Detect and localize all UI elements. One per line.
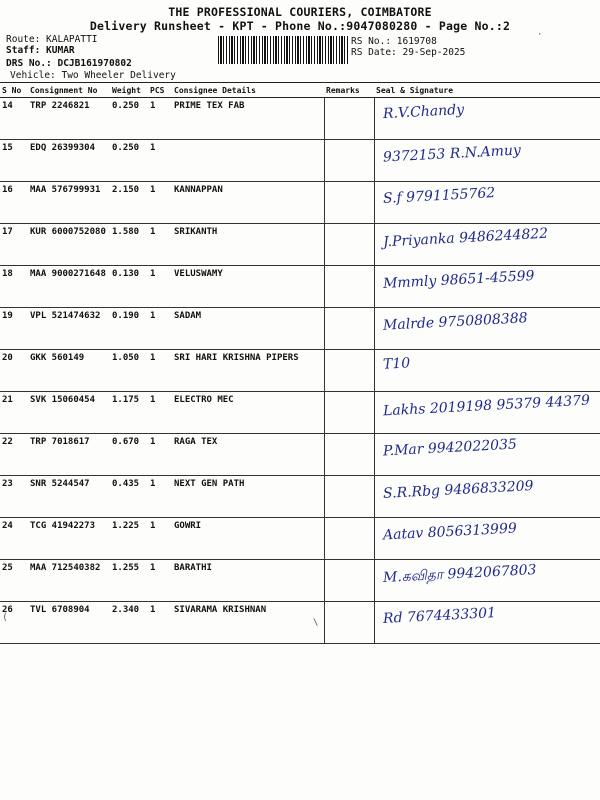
col-consignee: Consignee Details bbox=[172, 83, 324, 98]
handwritten-signature: Mmmly 98651-45599 bbox=[382, 268, 535, 292]
row-consignment-no: VPL 521474632 bbox=[28, 308, 110, 350]
table-row bbox=[0, 224, 600, 266]
row-signature bbox=[374, 140, 600, 182]
row-consignment-no: MAA 712540382 bbox=[28, 560, 110, 602]
row-consignment-no: TRP 2246821 bbox=[28, 98, 110, 140]
row-signature bbox=[374, 476, 600, 518]
row-consignee: ELECTRO MEC bbox=[172, 392, 324, 434]
row-signature bbox=[374, 392, 600, 434]
row-consignee: VELUSWAMY bbox=[172, 266, 324, 308]
row-pcs: 1 bbox=[148, 476, 172, 518]
row-sno: 18 bbox=[0, 266, 28, 308]
col-pcs: PCS bbox=[148, 83, 172, 98]
row-consignee: SRI HARI KRISHNA PIPERS bbox=[172, 350, 324, 392]
table-row bbox=[0, 98, 600, 140]
row-consignee: SIVARAMA KRISHNAN bbox=[172, 602, 324, 644]
row-signature bbox=[374, 560, 600, 602]
row-remarks bbox=[324, 182, 374, 224]
row-weight: 2.340 bbox=[110, 602, 148, 644]
row-consignee bbox=[172, 140, 324, 182]
row-consignment-no: SVK 15060454 bbox=[28, 392, 110, 434]
row-consignment-no: MAA 576799931 bbox=[28, 182, 110, 224]
row-consignment-no: EDQ 26399304 bbox=[28, 140, 110, 182]
handwritten-signature: J.Priyanka 9486244822 bbox=[382, 225, 549, 251]
row-pcs: 1 bbox=[148, 140, 172, 182]
handwritten-signature: P.Mar 9942022035 bbox=[382, 436, 517, 460]
handwritten-signature: S.R.Rbg 9486833209 bbox=[382, 478, 534, 502]
row-pcs: 1 bbox=[148, 266, 172, 308]
row-sno: 19 bbox=[0, 308, 28, 350]
handwritten-signature: S.f 9791155762 bbox=[382, 185, 496, 207]
row-signature bbox=[374, 266, 600, 308]
bottom-tick: \ bbox=[313, 618, 319, 628]
rs-number: RS No.: 1619708 bbox=[351, 36, 437, 47]
barcode bbox=[218, 36, 348, 64]
row-pcs: 1 bbox=[148, 182, 172, 224]
row-weight: 0.670 bbox=[110, 434, 148, 476]
rs-date: RS Date: 29-Sep-2025 bbox=[351, 47, 466, 58]
row-signature bbox=[374, 602, 600, 644]
row-weight: 1.225 bbox=[110, 518, 148, 560]
handwritten-signature: Rd 7674433301 bbox=[382, 605, 496, 627]
col-seal-signature: Seal & Signature bbox=[374, 83, 600, 98]
row-remarks bbox=[324, 476, 374, 518]
vehicle-label: Vehicle: Two Wheeler Delivery bbox=[10, 70, 176, 81]
handwritten-signature: T10 bbox=[382, 355, 411, 373]
row-signature bbox=[374, 224, 600, 266]
row-remarks bbox=[324, 602, 374, 644]
row-pcs: 1 bbox=[148, 392, 172, 434]
row-weight: 0.190 bbox=[110, 308, 148, 350]
col-weight: Weight bbox=[110, 83, 148, 98]
bottom-paren: ( bbox=[2, 612, 9, 623]
table-header-row bbox=[0, 83, 600, 98]
route-label: Route: KALAPATTI bbox=[6, 34, 98, 45]
table-row bbox=[0, 392, 600, 434]
row-remarks bbox=[324, 224, 374, 266]
row-consignment-no: MAA 9000271648 bbox=[28, 266, 110, 308]
handwritten-signature: M.கவிதா 9942067803 bbox=[382, 561, 537, 587]
handwritten-signature: Malrde 9750808388 bbox=[382, 310, 528, 334]
table-row bbox=[0, 350, 600, 392]
staff-label: Staff: KUMAR bbox=[6, 45, 75, 56]
row-sno: 24 bbox=[0, 518, 28, 560]
handwritten-signature: Aatav 8056313999 bbox=[382, 520, 517, 544]
row-weight: 1.580 bbox=[110, 224, 148, 266]
row-consignment-no: TRP 7018617 bbox=[28, 434, 110, 476]
handwritten-signature: R.V.Chandy bbox=[382, 101, 464, 123]
runsheet-title: Delivery Runsheet - KPT - Phone No.:9047080280 - Page No.:2 bbox=[89, 19, 511, 33]
table-row bbox=[0, 266, 600, 308]
row-signature bbox=[374, 182, 600, 224]
col-consignment: Consignment No bbox=[28, 83, 110, 98]
row-consignee: SADAM bbox=[172, 308, 324, 350]
row-pcs: 1 bbox=[148, 224, 172, 266]
row-remarks bbox=[324, 350, 374, 392]
row-consignment-no: TCG 41942273 bbox=[28, 518, 110, 560]
row-weight: 2.150 bbox=[110, 182, 148, 224]
row-consignee: KANNAPPAN bbox=[172, 182, 324, 224]
handwritten-signature: Lakhs 2019198 95379 44379 bbox=[382, 392, 590, 420]
table-row bbox=[0, 182, 600, 224]
row-remarks bbox=[324, 308, 374, 350]
row-signature bbox=[374, 350, 600, 392]
col-sno: S No bbox=[0, 83, 28, 98]
row-pcs: 1 bbox=[148, 518, 172, 560]
row-weight: 0.250 bbox=[110, 140, 148, 182]
handwritten-signature: 9372153 R.N.Amuy bbox=[382, 142, 521, 166]
row-sno: 14 bbox=[0, 98, 28, 140]
row-weight: 0.250 bbox=[110, 98, 148, 140]
row-consignee: BARATHI bbox=[172, 560, 324, 602]
row-sno: 26 bbox=[0, 602, 28, 644]
row-remarks bbox=[324, 560, 374, 602]
row-consignment-no: TVL 6708904 bbox=[28, 602, 110, 644]
row-consignee: NEXT GEN PATH bbox=[172, 476, 324, 518]
row-pcs: 1 bbox=[148, 434, 172, 476]
row-consignee: RAGA TEX bbox=[172, 434, 324, 476]
row-pcs: 1 bbox=[148, 308, 172, 350]
row-sno: 16 bbox=[0, 182, 28, 224]
row-remarks bbox=[324, 98, 374, 140]
row-weight: 1.050 bbox=[110, 350, 148, 392]
row-signature bbox=[374, 98, 600, 140]
table-row bbox=[0, 602, 600, 644]
row-remarks bbox=[324, 140, 374, 182]
corner-mark: · bbox=[537, 30, 543, 40]
row-remarks bbox=[324, 266, 374, 308]
row-signature bbox=[374, 518, 600, 560]
row-sno: 20 bbox=[0, 350, 28, 392]
row-pcs: 1 bbox=[148, 560, 172, 602]
row-sno: 22 bbox=[0, 434, 28, 476]
row-weight: 1.255 bbox=[110, 560, 148, 602]
row-consignee: SRIKANTH bbox=[172, 224, 324, 266]
row-remarks bbox=[324, 518, 374, 560]
row-consignment-no: GKK 560149 bbox=[28, 350, 110, 392]
row-remarks bbox=[324, 392, 374, 434]
row-sno: 17 bbox=[0, 224, 28, 266]
row-sno: 25 bbox=[0, 560, 28, 602]
row-consignee: PRIME TEX FAB bbox=[172, 98, 324, 140]
row-pcs: 1 bbox=[148, 350, 172, 392]
row-remarks bbox=[324, 434, 374, 476]
drs-label: DRS No.: DCJB161970802 bbox=[6, 58, 132, 69]
row-weight: 1.175 bbox=[110, 392, 148, 434]
table-row bbox=[0, 308, 600, 350]
row-weight: 0.130 bbox=[110, 266, 148, 308]
row-weight: 0.435 bbox=[110, 476, 148, 518]
row-pcs: 1 bbox=[148, 602, 172, 644]
row-signature bbox=[374, 308, 600, 350]
row-pcs: 1 bbox=[148, 98, 172, 140]
table-row bbox=[0, 560, 600, 602]
row-sno: 21 bbox=[0, 392, 28, 434]
runsheet-table bbox=[0, 82, 600, 644]
row-consignment-no: SNR 5244547 bbox=[28, 476, 110, 518]
row-consignee: GOWRI bbox=[172, 518, 324, 560]
table-row bbox=[0, 140, 600, 182]
company-title: THE PROFESSIONAL COURIERS, COIMBATORE bbox=[168, 5, 432, 19]
row-sno: 23 bbox=[0, 476, 28, 518]
row-signature bbox=[374, 434, 600, 476]
col-remarks: Remarks bbox=[324, 83, 374, 98]
row-consignment-no: KUR 6000752080 bbox=[28, 224, 110, 266]
row-sno: 15 bbox=[0, 140, 28, 182]
table-row bbox=[0, 434, 600, 476]
table-row bbox=[0, 518, 600, 560]
table-row bbox=[0, 476, 600, 518]
